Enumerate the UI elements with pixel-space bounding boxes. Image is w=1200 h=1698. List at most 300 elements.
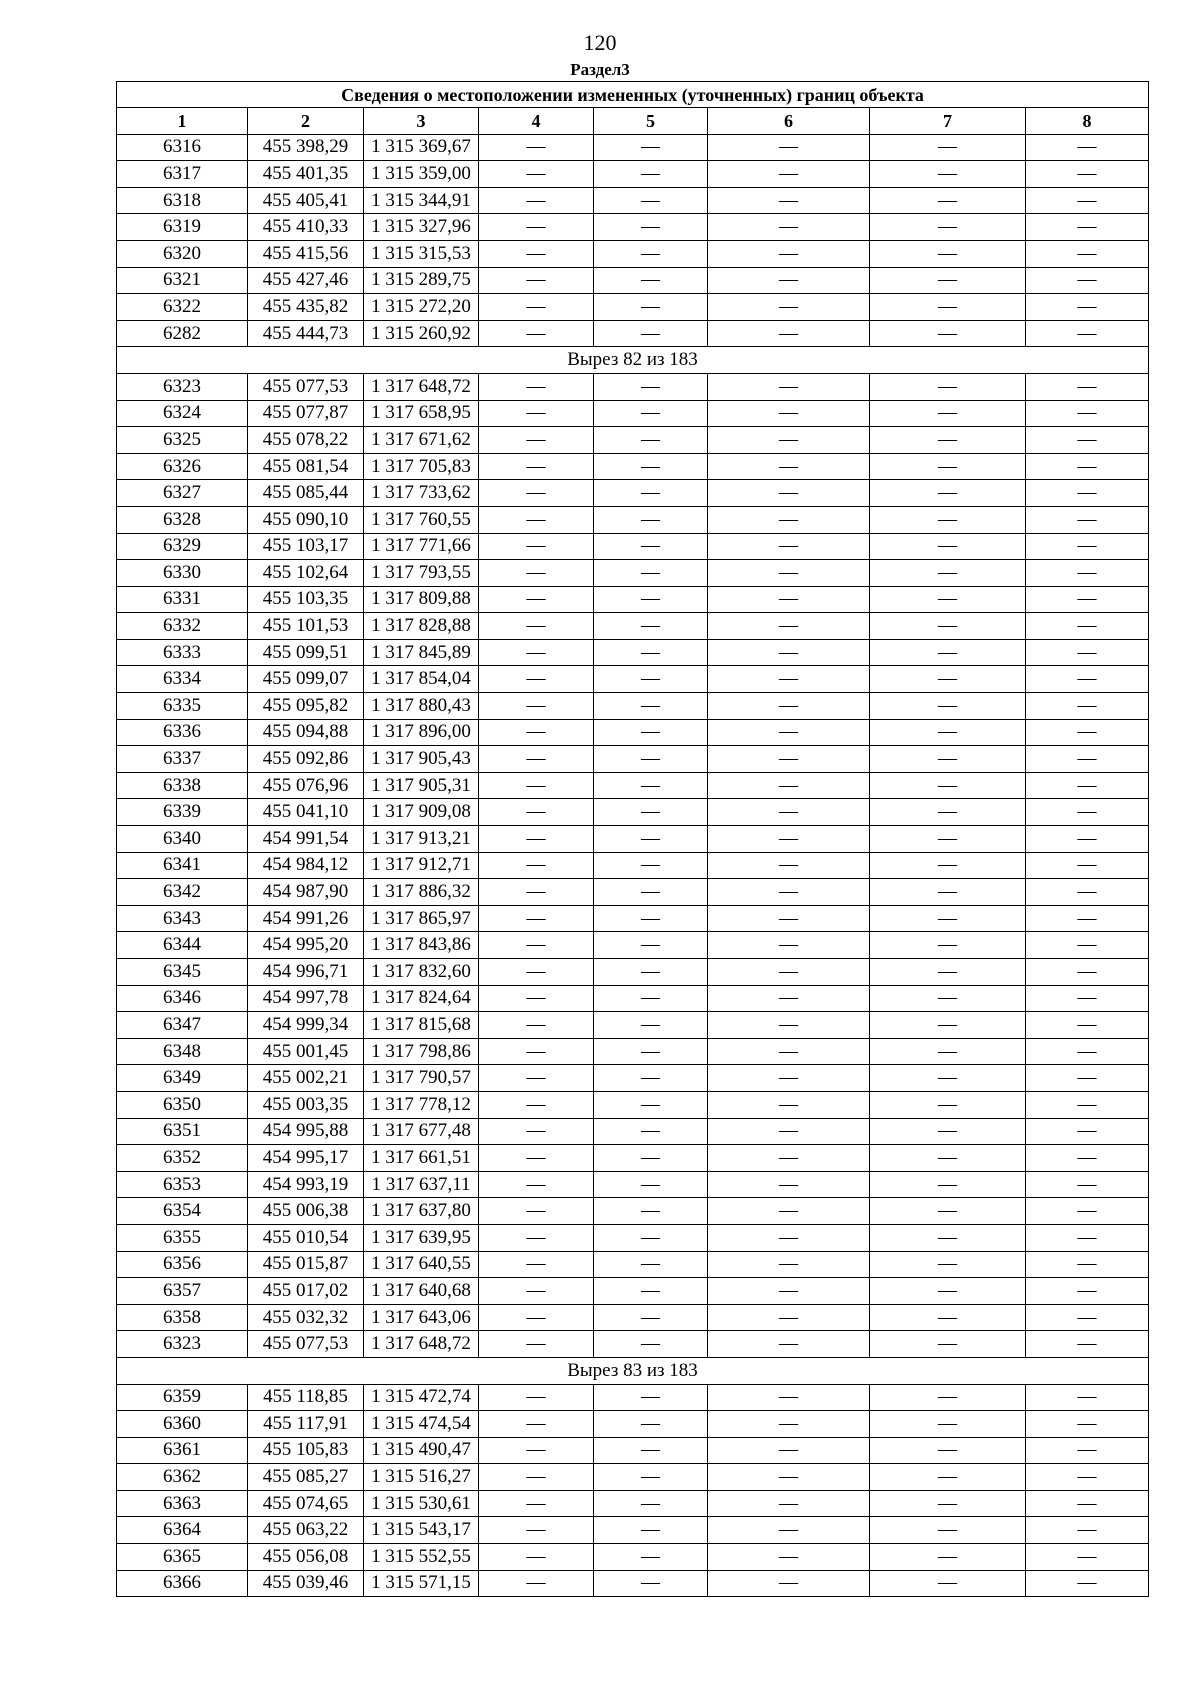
- empty-dash-cell: —: [594, 746, 708, 773]
- empty-dash-cell: —: [870, 959, 1026, 986]
- empty-dash-cell: —: [870, 985, 1026, 1012]
- empty-dash-cell: —: [1026, 240, 1149, 267]
- y-coordinate-cell: 1 317 639,95: [364, 1224, 479, 1251]
- empty-dash-cell: —: [1026, 320, 1149, 347]
- table-row: [117, 1224, 1149, 1251]
- empty-dash-cell: —: [479, 506, 594, 533]
- column-header: 2: [248, 108, 364, 135]
- y-coordinate-cell: 1 317 913,21: [364, 826, 479, 853]
- x-coordinate-cell: 454 996,71: [248, 959, 364, 986]
- x-coordinate-cell: 455 039,46: [248, 1570, 364, 1597]
- table-row: [117, 427, 1149, 454]
- empty-dash-cell: —: [708, 427, 870, 454]
- point-id-cell: 6317: [117, 161, 248, 188]
- empty-dash-cell: —: [870, 1437, 1026, 1464]
- empty-dash-cell: —: [708, 666, 870, 693]
- empty-dash-cell: —: [1026, 1384, 1149, 1411]
- x-coordinate-cell: 455 103,35: [248, 586, 364, 613]
- x-coordinate-cell: 455 398,29: [248, 134, 364, 161]
- empty-dash-cell: —: [708, 905, 870, 932]
- empty-dash-cell: —: [708, 1091, 870, 1118]
- empty-dash-cell: —: [708, 1304, 870, 1331]
- point-id-cell: 6360: [117, 1411, 248, 1438]
- x-coordinate-cell: 454 984,12: [248, 852, 364, 879]
- table-row: [117, 560, 1149, 587]
- y-coordinate-cell: 1 317 815,68: [364, 1012, 479, 1039]
- empty-dash-cell: —: [870, 533, 1026, 560]
- empty-dash-cell: —: [479, 1171, 594, 1198]
- table-row: [117, 852, 1149, 879]
- point-id-cell: 6348: [117, 1038, 248, 1065]
- empty-dash-cell: —: [870, 400, 1026, 427]
- empty-dash-cell: —: [708, 639, 870, 666]
- empty-dash-cell: —: [1026, 214, 1149, 241]
- empty-dash-cell: —: [479, 320, 594, 347]
- point-id-cell: 6356: [117, 1251, 248, 1278]
- point-id-cell: 6282: [117, 320, 248, 347]
- empty-dash-cell: —: [479, 1464, 594, 1491]
- empty-dash-cell: —: [708, 693, 870, 720]
- empty-dash-cell: —: [708, 719, 870, 746]
- empty-dash-cell: —: [708, 294, 870, 321]
- empty-dash-cell: —: [708, 453, 870, 480]
- empty-dash-cell: —: [870, 187, 1026, 214]
- x-coordinate-cell: 455 085,27: [248, 1464, 364, 1491]
- empty-dash-cell: —: [870, 852, 1026, 879]
- empty-dash-cell: —: [594, 1224, 708, 1251]
- point-id-cell: 6365: [117, 1544, 248, 1571]
- empty-dash-cell: —: [1026, 1198, 1149, 1225]
- empty-dash-cell: —: [479, 240, 594, 267]
- empty-dash-cell: —: [870, 240, 1026, 267]
- y-coordinate-cell: 1 315 474,54: [364, 1411, 479, 1438]
- empty-dash-cell: —: [479, 1490, 594, 1517]
- empty-dash-cell: —: [594, 905, 708, 932]
- table-row: [117, 1278, 1149, 1305]
- empty-dash-cell: —: [870, 1091, 1026, 1118]
- empty-dash-cell: —: [870, 1251, 1026, 1278]
- empty-dash-cell: —: [594, 1198, 708, 1225]
- empty-dash-cell: —: [594, 639, 708, 666]
- empty-dash-cell: —: [870, 613, 1026, 640]
- empty-dash-cell: —: [594, 240, 708, 267]
- x-coordinate-cell: 455 405,41: [248, 187, 364, 214]
- x-coordinate-cell: 455 001,45: [248, 1038, 364, 1065]
- empty-dash-cell: —: [708, 799, 870, 826]
- empty-dash-cell: —: [870, 1331, 1026, 1358]
- x-coordinate-cell: 455 010,54: [248, 1224, 364, 1251]
- empty-dash-cell: —: [594, 586, 708, 613]
- empty-dash-cell: —: [1026, 693, 1149, 720]
- table-row: [117, 719, 1149, 746]
- empty-dash-cell: —: [479, 560, 594, 587]
- empty-dash-cell: —: [870, 879, 1026, 906]
- empty-dash-cell: —: [708, 1251, 870, 1278]
- empty-dash-cell: —: [479, 985, 594, 1012]
- empty-dash-cell: —: [1026, 1464, 1149, 1491]
- empty-dash-cell: —: [594, 1490, 708, 1517]
- point-id-cell: 6346: [117, 985, 248, 1012]
- empty-dash-cell: —: [1026, 161, 1149, 188]
- point-id-cell: 6330: [117, 560, 248, 587]
- table-row: [117, 1490, 1149, 1517]
- empty-dash-cell: —: [870, 1490, 1026, 1517]
- y-coordinate-cell: 1 317 705,83: [364, 453, 479, 480]
- empty-dash-cell: —: [594, 1304, 708, 1331]
- table-row: [117, 613, 1149, 640]
- table-row: [117, 1198, 1149, 1225]
- empty-dash-cell: —: [1026, 719, 1149, 746]
- x-coordinate-cell: 454 991,26: [248, 905, 364, 932]
- empty-dash-cell: —: [870, 1065, 1026, 1092]
- empty-dash-cell: —: [870, 666, 1026, 693]
- x-coordinate-cell: 455 015,87: [248, 1251, 364, 1278]
- table-row: [117, 639, 1149, 666]
- empty-dash-cell: —: [1026, 639, 1149, 666]
- empty-dash-cell: —: [708, 1490, 870, 1517]
- point-id-cell: 6333: [117, 639, 248, 666]
- x-coordinate-cell: 455 077,87: [248, 400, 364, 427]
- empty-dash-cell: —: [594, 320, 708, 347]
- table-row: [117, 533, 1149, 560]
- empty-dash-cell: —: [479, 666, 594, 693]
- table-row: [117, 799, 1149, 826]
- empty-dash-cell: —: [594, 294, 708, 321]
- empty-dash-cell: —: [479, 799, 594, 826]
- y-coordinate-cell: 1 317 793,55: [364, 560, 479, 587]
- empty-dash-cell: —: [594, 453, 708, 480]
- empty-dash-cell: —: [479, 1544, 594, 1571]
- x-coordinate-cell: 455 006,38: [248, 1198, 364, 1225]
- empty-dash-cell: —: [1026, 1304, 1149, 1331]
- y-coordinate-cell: 1 317 760,55: [364, 506, 479, 533]
- table-row: [117, 772, 1149, 799]
- empty-dash-cell: —: [1026, 187, 1149, 214]
- y-coordinate-cell: 1 315 543,17: [364, 1517, 479, 1544]
- empty-dash-cell: —: [594, 400, 708, 427]
- empty-dash-cell: —: [870, 1384, 1026, 1411]
- empty-dash-cell: —: [594, 373, 708, 400]
- empty-dash-cell: —: [870, 506, 1026, 533]
- point-id-cell: 6328: [117, 506, 248, 533]
- empty-dash-cell: —: [594, 1411, 708, 1438]
- empty-dash-cell: —: [479, 746, 594, 773]
- empty-dash-cell: —: [708, 613, 870, 640]
- table-row: [117, 480, 1149, 507]
- table-row: [117, 267, 1149, 294]
- empty-dash-cell: —: [1026, 533, 1149, 560]
- empty-dash-cell: —: [708, 1065, 870, 1092]
- y-coordinate-cell: 1 317 640,68: [364, 1278, 479, 1305]
- y-coordinate-cell: 1 317 828,88: [364, 613, 479, 640]
- point-id-cell: 6342: [117, 879, 248, 906]
- empty-dash-cell: —: [870, 1464, 1026, 1491]
- empty-dash-cell: —: [1026, 400, 1149, 427]
- empty-dash-cell: —: [479, 1118, 594, 1145]
- y-coordinate-cell: 1 317 905,43: [364, 746, 479, 773]
- table-row: [117, 1251, 1149, 1278]
- empty-dash-cell: —: [594, 1384, 708, 1411]
- empty-dash-cell: —: [708, 1118, 870, 1145]
- y-coordinate-cell: 1 315 516,27: [364, 1464, 479, 1491]
- empty-dash-cell: —: [1026, 1171, 1149, 1198]
- table-title: Сведения о местоположении измененных (уточненных) границ объекта: [117, 82, 1149, 108]
- empty-dash-cell: —: [870, 453, 1026, 480]
- y-coordinate-cell: 1 317 912,71: [364, 852, 479, 879]
- point-id-cell: 6326: [117, 453, 248, 480]
- y-coordinate-cell: 1 315 260,92: [364, 320, 479, 347]
- empty-dash-cell: —: [870, 693, 1026, 720]
- empty-dash-cell: —: [870, 1118, 1026, 1145]
- empty-dash-cell: —: [479, 613, 594, 640]
- y-coordinate-cell: 1 315 327,96: [364, 214, 479, 241]
- empty-dash-cell: —: [708, 134, 870, 161]
- point-id-cell: 6316: [117, 134, 248, 161]
- table-row: [117, 746, 1149, 773]
- x-coordinate-cell: 454 999,34: [248, 1012, 364, 1039]
- x-coordinate-cell: 455 078,22: [248, 427, 364, 454]
- empty-dash-cell: —: [1026, 1118, 1149, 1145]
- table-row: [117, 693, 1149, 720]
- empty-dash-cell: —: [479, 1570, 594, 1597]
- empty-dash-cell: —: [479, 1437, 594, 1464]
- x-coordinate-cell: 455 101,53: [248, 613, 364, 640]
- empty-dash-cell: —: [594, 1145, 708, 1172]
- column-header: 3: [364, 108, 479, 135]
- empty-dash-cell: —: [708, 214, 870, 241]
- empty-dash-cell: —: [1026, 1544, 1149, 1571]
- empty-dash-cell: —: [708, 932, 870, 959]
- table-row: [117, 1118, 1149, 1145]
- empty-dash-cell: —: [708, 267, 870, 294]
- empty-dash-cell: —: [708, 1517, 870, 1544]
- x-coordinate-cell: 455 076,96: [248, 772, 364, 799]
- y-coordinate-cell: 1 317 661,51: [364, 1145, 479, 1172]
- point-id-cell: 6338: [117, 772, 248, 799]
- table-row: [117, 1065, 1149, 1092]
- point-id-cell: 6341: [117, 852, 248, 879]
- table-header-row: [117, 108, 1149, 135]
- point-id-cell: 6319: [117, 214, 248, 241]
- empty-dash-cell: —: [870, 1278, 1026, 1305]
- empty-dash-cell: —: [870, 560, 1026, 587]
- empty-dash-cell: —: [594, 187, 708, 214]
- empty-dash-cell: —: [1026, 1251, 1149, 1278]
- empty-dash-cell: —: [870, 932, 1026, 959]
- empty-dash-cell: —: [594, 852, 708, 879]
- empty-dash-cell: —: [479, 1198, 594, 1225]
- empty-dash-cell: —: [594, 1437, 708, 1464]
- empty-dash-cell: —: [708, 746, 870, 773]
- x-coordinate-cell: 455 003,35: [248, 1091, 364, 1118]
- y-coordinate-cell: 1 315 552,55: [364, 1544, 479, 1571]
- empty-dash-cell: —: [708, 506, 870, 533]
- table-row: [117, 1145, 1149, 1172]
- table-row: [117, 187, 1149, 214]
- x-coordinate-cell: 455 090,10: [248, 506, 364, 533]
- empty-dash-cell: —: [870, 905, 1026, 932]
- table-row: [117, 1171, 1149, 1198]
- table-title-row: [117, 82, 1149, 108]
- x-coordinate-cell: 455 435,82: [248, 294, 364, 321]
- empty-dash-cell: —: [708, 1145, 870, 1172]
- point-id-cell: 6349: [117, 1065, 248, 1092]
- x-coordinate-cell: 455 102,64: [248, 560, 364, 587]
- table-row: [117, 506, 1149, 533]
- x-coordinate-cell: 455 095,82: [248, 693, 364, 720]
- point-id-cell: 6320: [117, 240, 248, 267]
- point-id-cell: 6362: [117, 1464, 248, 1491]
- empty-dash-cell: —: [479, 719, 594, 746]
- point-id-cell: 6345: [117, 959, 248, 986]
- empty-dash-cell: —: [479, 480, 594, 507]
- empty-dash-cell: —: [479, 1384, 594, 1411]
- point-id-cell: 6351: [117, 1118, 248, 1145]
- empty-dash-cell: —: [594, 161, 708, 188]
- empty-dash-cell: —: [870, 1570, 1026, 1597]
- empty-dash-cell: —: [1026, 826, 1149, 853]
- table-row: [117, 1038, 1149, 1065]
- empty-dash-cell: —: [594, 613, 708, 640]
- empty-dash-cell: —: [479, 1145, 594, 1172]
- empty-dash-cell: —: [594, 1251, 708, 1278]
- table-row: [117, 1411, 1149, 1438]
- table-body: [117, 134, 1149, 1597]
- empty-dash-cell: —: [1026, 586, 1149, 613]
- empty-dash-cell: —: [1026, 453, 1149, 480]
- y-coordinate-cell: 1 317 832,60: [364, 959, 479, 986]
- empty-dash-cell: —: [594, 959, 708, 986]
- empty-dash-cell: —: [708, 1012, 870, 1039]
- empty-dash-cell: —: [1026, 932, 1149, 959]
- y-coordinate-cell: 1 317 809,88: [364, 586, 479, 613]
- empty-dash-cell: —: [1026, 1570, 1149, 1597]
- empty-dash-cell: —: [708, 879, 870, 906]
- table-row: [117, 586, 1149, 613]
- empty-dash-cell: —: [1026, 134, 1149, 161]
- x-coordinate-cell: 454 995,17: [248, 1145, 364, 1172]
- empty-dash-cell: —: [708, 772, 870, 799]
- empty-dash-cell: —: [1026, 1038, 1149, 1065]
- empty-dash-cell: —: [708, 1384, 870, 1411]
- x-coordinate-cell: 455 032,32: [248, 1304, 364, 1331]
- empty-dash-cell: —: [708, 1171, 870, 1198]
- empty-dash-cell: —: [1026, 1012, 1149, 1039]
- x-coordinate-cell: 455 094,88: [248, 719, 364, 746]
- empty-dash-cell: —: [870, 746, 1026, 773]
- section-row: [117, 347, 1149, 374]
- y-coordinate-cell: 1 317 880,43: [364, 693, 479, 720]
- empty-dash-cell: —: [479, 214, 594, 241]
- y-coordinate-cell: 1 317 905,31: [364, 772, 479, 799]
- x-coordinate-cell: 455 099,51: [248, 639, 364, 666]
- empty-dash-cell: —: [708, 1038, 870, 1065]
- empty-dash-cell: —: [708, 533, 870, 560]
- point-id-cell: 6322: [117, 294, 248, 321]
- empty-dash-cell: —: [594, 985, 708, 1012]
- section-title: Вырез 82 из 183: [117, 347, 1149, 374]
- empty-dash-cell: —: [870, 1411, 1026, 1438]
- y-coordinate-cell: 1 317 886,32: [364, 879, 479, 906]
- empty-dash-cell: —: [870, 772, 1026, 799]
- x-coordinate-cell: 455 077,53: [248, 1331, 364, 1358]
- point-id-cell: 6331: [117, 586, 248, 613]
- empty-dash-cell: —: [1026, 373, 1149, 400]
- x-coordinate-cell: 455 063,22: [248, 1517, 364, 1544]
- y-coordinate-cell: 1 317 648,72: [364, 373, 479, 400]
- table-row: [117, 373, 1149, 400]
- y-coordinate-cell: 1 317 865,97: [364, 905, 479, 932]
- empty-dash-cell: —: [708, 959, 870, 986]
- table-row: [117, 1304, 1149, 1331]
- x-coordinate-cell: 454 991,54: [248, 826, 364, 853]
- point-id-cell: 6355: [117, 1224, 248, 1251]
- column-header: 8: [1026, 108, 1149, 135]
- empty-dash-cell: —: [870, 586, 1026, 613]
- point-id-cell: 6335: [117, 693, 248, 720]
- point-id-cell: 6347: [117, 1012, 248, 1039]
- table-row: [117, 240, 1149, 267]
- empty-dash-cell: —: [594, 1517, 708, 1544]
- empty-dash-cell: —: [479, 879, 594, 906]
- section-title: Вырез 83 из 183: [117, 1357, 1149, 1384]
- y-coordinate-cell: 1 317 671,62: [364, 427, 479, 454]
- y-coordinate-cell: 1 317 658,95: [364, 400, 479, 427]
- empty-dash-cell: —: [708, 586, 870, 613]
- y-coordinate-cell: 1 317 637,80: [364, 1198, 479, 1225]
- empty-dash-cell: —: [479, 639, 594, 666]
- empty-dash-cell: —: [708, 240, 870, 267]
- empty-dash-cell: —: [1026, 560, 1149, 587]
- empty-dash-cell: —: [708, 400, 870, 427]
- point-id-cell: 6327: [117, 480, 248, 507]
- point-id-cell: 6324: [117, 400, 248, 427]
- x-coordinate-cell: 455 117,91: [248, 1411, 364, 1438]
- empty-dash-cell: —: [479, 533, 594, 560]
- table-row: [117, 1544, 1149, 1571]
- empty-dash-cell: —: [708, 1198, 870, 1225]
- point-id-cell: 6352: [117, 1145, 248, 1172]
- empty-dash-cell: —: [479, 453, 594, 480]
- point-id-cell: 6339: [117, 799, 248, 826]
- table-row: [117, 879, 1149, 906]
- x-coordinate-cell: 455 092,86: [248, 746, 364, 773]
- empty-dash-cell: —: [870, 1198, 1026, 1225]
- table-row: [117, 1464, 1149, 1491]
- x-coordinate-cell: 455 444,73: [248, 320, 364, 347]
- empty-dash-cell: —: [594, 533, 708, 560]
- point-id-cell: 6323: [117, 1331, 248, 1358]
- y-coordinate-cell: 1 315 530,61: [364, 1490, 479, 1517]
- empty-dash-cell: —: [1026, 985, 1149, 1012]
- empty-dash-cell: —: [479, 1304, 594, 1331]
- empty-dash-cell: —: [1026, 1065, 1149, 1092]
- table-row: [117, 1012, 1149, 1039]
- empty-dash-cell: —: [870, 1171, 1026, 1198]
- table-row: [117, 985, 1149, 1012]
- table-row: [117, 905, 1149, 932]
- empty-dash-cell: —: [708, 1570, 870, 1597]
- x-coordinate-cell: 455 401,35: [248, 161, 364, 188]
- empty-dash-cell: —: [708, 187, 870, 214]
- empty-dash-cell: —: [708, 1224, 870, 1251]
- empty-dash-cell: —: [479, 1065, 594, 1092]
- point-id-cell: 6354: [117, 1198, 248, 1225]
- y-coordinate-cell: 1 317 677,48: [364, 1118, 479, 1145]
- y-coordinate-cell: 1 317 790,57: [364, 1065, 479, 1092]
- y-coordinate-cell: 1 317 640,55: [364, 1251, 479, 1278]
- empty-dash-cell: —: [479, 772, 594, 799]
